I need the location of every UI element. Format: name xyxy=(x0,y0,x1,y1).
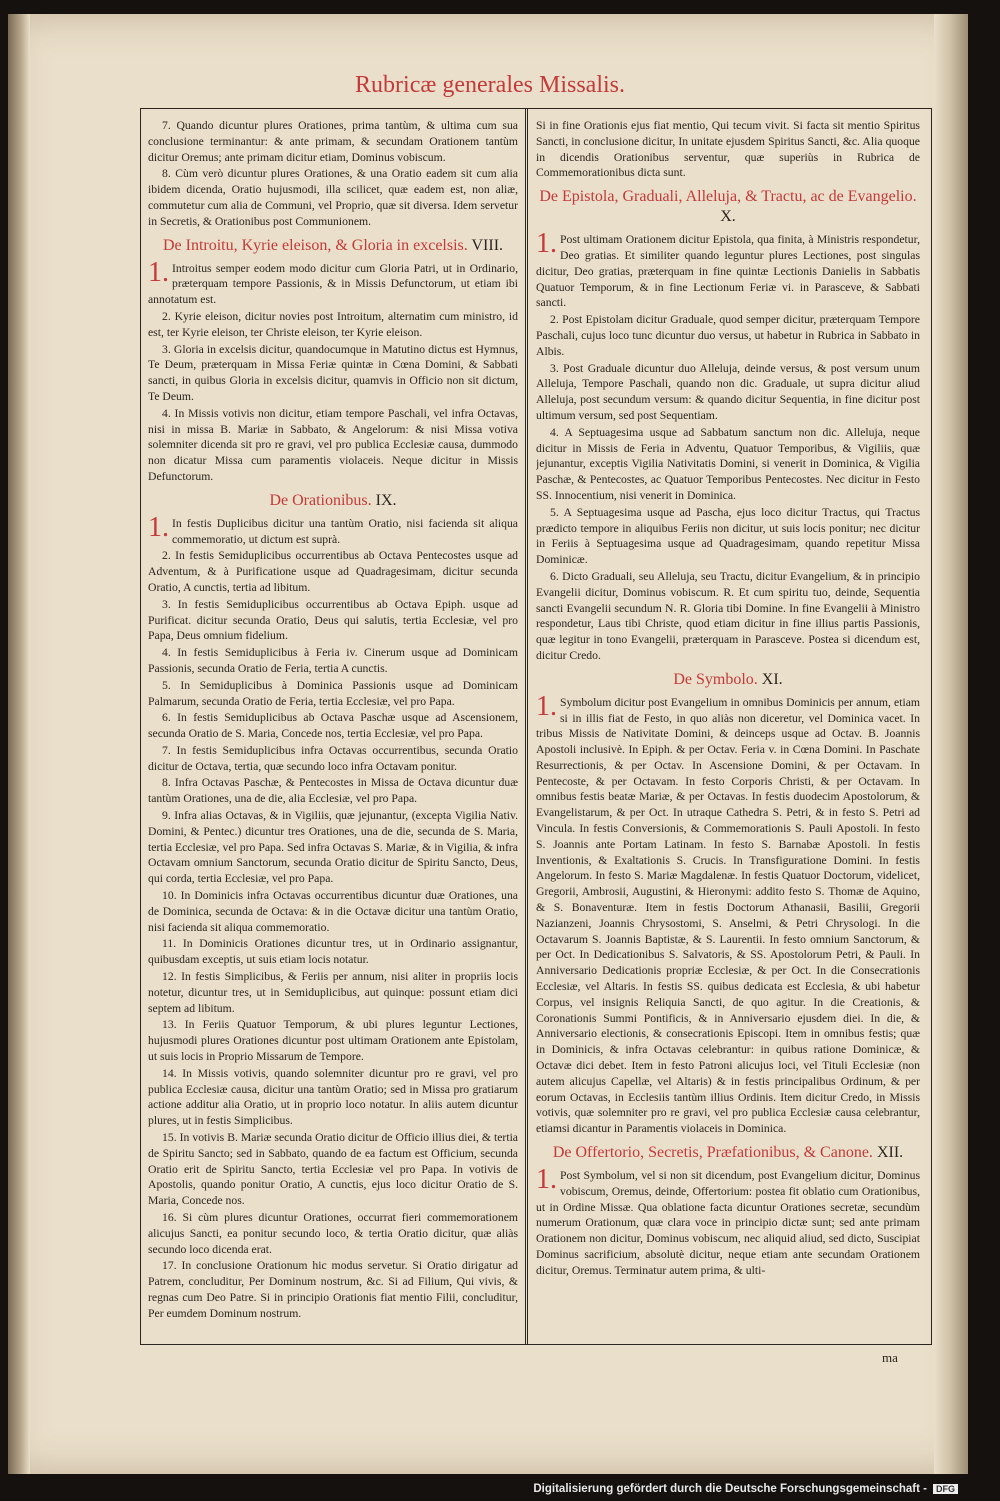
paragraph: 8. Cùm verò dicuntur plures Orationes, & una Oratio eadem sit cum alia ibidem dicenda, Oratio hujusmodi, illa scilicet, quæ eadem est, non aliæ, commutetur cum alia de Communi, vel Proprio, quæ sit diversa. Idem servetur in Secretis, & Orationibus post Communionem. xyxy=(148,167,518,228)
page-edge xyxy=(934,14,968,1474)
section-heading-text: De Offertorio, Secretis, Præfationibus, & Canone. xyxy=(552,1144,873,1162)
left-column xyxy=(148,118,518,1338)
paragraph: 6. Dicto Graduali, seu Alleluja, seu Tractu, dicitur Evangelium, & in principio Evangelii dicitur, Dominus vobiscum. R. Et cum spiritu tuo, deinde, Sequentia sancti Evangelii secundum N. R. Gloria tibi Domine. In fine Evangelii à Ministro respondetur, Laus tibi Christe, quod etiam dicitur in fine illius partis Passionis, quæ legitur in tono Evangelii, præterquam in Parasceve. Postea si dicendum est, dicitur Credo. xyxy=(536,569,920,662)
paragraph: 12. In festis Simplicibus, & Feriis per annum, nisi aliter in propriis locis notetur, dicuntur tres, ut in Semiduplicibus, aut quinque: possunt etiam dici septem ad libitum. xyxy=(148,970,518,1015)
paragraph: 4. In festis Semiduplicibus à Feria iv. Cinerum usque ad Dominicam Passionis, secunda Oratio de Feria, tertia A cunctis. xyxy=(148,646,518,675)
paragraph: 2. In festis Semiduplicibus occurrentibus ab Octava Pentecostes usque ad Adventum, & à Purificatione usque ad Quadragesimam, dicitur secunda Oratio, A cunctis, tertia ad libitum. xyxy=(148,549,518,594)
section-heading-text: De Introitu, Kyrie eleison, & Gloria in excelsis. xyxy=(162,236,468,254)
section-heading-x xyxy=(536,187,920,227)
paragraph: 1.Symbolum dicitur post Evangelium in omnibus Dominicis per annum, etiam si in illis fiat de Festo, in quo aliàs non diceretur, vel Dominica vacet. In tribus Missis de Nativitate Domini, & deinceps usque ad Octav. B. Joannis Apostoli inclusivè. In Epiph. & per Octav. Feria v. in Cœna Domini. In Paschate Resurrectionis, & per Octav. In Ascensione Domini, & per Octavam. In Pentecoste, & per Octavam. In festo Corporis Christi, & per Octavam. In omnibus festis beatæ Mariæ, & per Octavas. In festis duodecim Apostolorum, & Evangelistarum, & per Oct. In utraque Cathedra S. Petri, & in festo S. Petri ad Vincula. In festis Conversionis, & Commemorationis S. Pauli Apostoli. In festo S. Joannis ante Portam Latinam. In festo S. Barnabæ Apostoli. In festis Inventionis, & Exaltationis S. Crucis. In Transfiguratione Domini. In festis Angelorum. In festo S. Mariæ Magdalenæ. In festis Quatuor Doctorum, videlicet, Gregorii, Ambrosii, Augustini, & Hieronymi: addito festo S. Thomæ de Aquino, & S. Bonaventuræ. Item in festis Doctorum Athanasii, Basilii, Gregorii Nazianzeni, Joannis Chrysostomi, S. Anselmi, & Petri Chrysologi. In die Octavarum S. Joannis Baptistæ, & S. Laurentii. In festo omnium Sanctorum, & per Oct. In Dedicationibus S. Salvatoris, & SS. Apostolorum Petri, & Pauli. In Anniversario Dedicationis propriæ Ecclesiæ, & per Oct. In die Consecrationis Ecclesiæ, vel Altaris. In festis SS. quibus dedicata est Ecclesia, & ubi habetur Corpus, vel insignis Reliquia Sancti, de quo agitur. In die Creationis, & Coronationis Summi Pontificis, & in Anniversario ejusdem diei. In die, & Anniversario electionis, & consecrationis Episcopi. Item in omnibus festis; quæ in Dominicis, & infra Octavas celebrantur: in quibus ratione Dominicæ, & Octavæ dici debet. Item in festo Patroni alicujus loci, vel Tituli Ecclesiæ (non autem alicujus Capellæ, vel Altaris) & in festis principalibus Ordinum, & per eorum Octavas, in Ecclesiis tantùm illius Ordinis. Item dicitur Credo, in Missis votivis, quæ solemniter pro re gravi, vel pro publica Ecclesiæ causa celebrantur, etiamsi dicantur in Paramentis violaceis in Dominica. xyxy=(536,690,920,1136)
paragraph: 2. Post Epistolam dicitur Graduale, quod semper dicitur, præterquam Tempore Paschali, cujus loco tunc dicuntur duo versus, ut habetur in Rubrica in Sabbato in Albis. xyxy=(536,313,920,358)
paragraph: 4. A Septuagesima usque ad Sabbatum sanctum non dic. Alleluja, neque dicitur in Missis de Feria in Adventu, Quatuor Temporibus, & Vigiliis, quæ jejunantur, exceptis Vigilia Nativitatis Domini, si venerit in Dominica, & Vigilia Paschæ, & Pentecostes, ac Quatuor Temporibus Pentecostes. Nec dicitur in Festo SS. Innocentium, nisi venerit in Dominica. xyxy=(536,425,920,502)
paragraph: 14. In Missis votivis, quando solemniter dicuntur pro re gravi, vel pro publica Ecclesiæ causa, dicitur una tantùm Oratio; sed in Missa pro gratiarum actione additur alia Oratio, ut in proprio loco notatur. In aliis autem dicuntur plures, ut in festis Simplicibus. xyxy=(148,1066,518,1128)
column-divider xyxy=(525,108,528,1345)
paragraph: 2. Kyrie eleison, dicitur novies post Introitum, alternatim cum ministro, id est, ter Kyrie eleison, ter Christe eleison, ter Kyrie eleison. xyxy=(148,309,518,339)
paragraph: 13. In Feriis Quatuor Temporum, & ubi plures leguntur Lectiones, hujusmodi plures Orationes dicuntur post ultimam Orationem ante Epistolam, ut suis locis in Proprio Missarum de Tempore. xyxy=(148,1018,518,1064)
section-heading-xi xyxy=(536,670,920,690)
paragraph: 15. In votivis B. Mariæ secunda Oratio dicitur de Officio illius diei, & tertia de Spiritu Sancto; sed in Sabbato, quando de ea factum est Officium, secunda Oratio erit de Spiritu Sancto, tertia Ecclesiæ vel pro Papa. In votivis de Apostolis, quando ponitur Oratio, A cunctis, ejus loco dicitur Oratio de S. Maria, Concede nos. xyxy=(148,1131,518,1208)
paragraph: 3. Post Graduale dicuntur duo Alleluja, deinde versus, & post versum unum Alleluja, Tempore Paschali, quando non dic. Graduale, ut supra dicitur aliud Alleluja, post secundum versum: & quando dicitur Sequentia, in fine dicitur post ultimum versum, sed post Sequentiam. xyxy=(536,361,920,422)
paragraph: 8. Infra Octavas Paschæ, & Pentecostes in Missa de Octava dicuntur duæ tantùm Orationes, una de die, alia Ecclesiæ, vel pro Papa. xyxy=(148,776,518,806)
paragraph: Si in fine Orationis ejus fiat mentio, Qui tecum vivit. Si facta sit mentio Spiritus Sancti, in conclusione dicitur, In unitate ejusdem Spiritus Sancti, &c. Alia quoque in dicendis Orationibus serventur, quæ superiùs in Rubrica de Commemorationibus dicta sunt. xyxy=(536,119,920,180)
paragraph: 3. Gloria in excelsis dicitur, quandocumque in Matutino dictus est Hymnus, Te Deum, præterquam in Missa Feriæ quintæ in Cœna Domini, & Sabbati sancti, in quibus Gloria in excelsis dicitur, quamvis in Officio non sit dictum, Te Deum. xyxy=(148,342,518,403)
paragraph: 5. In Semiduplicibus à Dominica Passionis usque ad Dominicam Palmarum, secunda Oratio de Feria, tertia Ecclesiæ, vel pro Papa. xyxy=(148,678,518,708)
paragraph: 4. In Missis votivis non dicitur, etiam tempore Paschali, vel infra Octavas, nisi in missa B. Mariæ in Sabbato, & Angelorum: & nisi Missa votiva solemniter dicenda sit pro re gravi, vel pro publica Ecclesiæ causa, dummodo non dicatur Missa cum paramentis violaceis. Neque dicitur in Missis Defunctorum. xyxy=(148,406,518,483)
section-number: X. xyxy=(720,208,736,226)
section-number: XII. xyxy=(876,1144,904,1162)
paragraph: 17. In conclusione Orationum hic modus servetur. Si Oratio dirigatur ad Patrem, concluditur, Per Dominum nostrum, &c. Si ad Filium, Qui vivis, & regnas cum Deo Patre. Si in principio Orationis fiat mentio Filii, concluditur, Per eumdem Dominum nostrum. xyxy=(148,1259,518,1320)
paragraph: 1.Post ultimam Orationem dicitur Epistola, qua finita, à Ministris respondetur, Deo gratias. Et similiter quando leguntur plures Lectiones, post singulas dicitur, Deo gratias, præterquam in fine quintæ Lectionis Danielis in Sabbatis Quatuor Temporum, & in fine Lectionum Feriæ vi. in Parasceve, & Sabbati sancti. xyxy=(536,228,920,310)
paragraph: 1.In festis Duplicibus dicitur una tantùm Oratio, nisi facienda sit aliqua commemoratio, ut dictum est suprà. xyxy=(148,511,518,546)
paragraph: 6. In festis Semiduplicibus ab Octava Paschæ usque ad Ascensionem, secunda Oratio de S. Maria, Concede nos, tertia Ecclesiæ, vel pro Papa. xyxy=(148,711,518,741)
section-heading-ix xyxy=(148,491,518,511)
catchword: ma xyxy=(882,1350,898,1365)
section-number: XI. xyxy=(761,670,783,688)
section-heading-viii xyxy=(148,236,518,256)
paragraph: 9. Infra alias Octavas, & in Vigiliis, quæ jejunantur, (excepta Vigilia Nativ. Domini, & Pentec.) dicuntur tres Orationes, una de die, secunda de S. Maria, tertia Ecclesiæ, vel pro Papa. Sed infra Octavas S. Mariæ, & in Vigilia, & infra Octavam omnium Sanctorum, secunda Oratio dicitur de Spiritu Sancto, Deus, qui corda, tertia Ecclesiæ, vel pro Papa. xyxy=(148,809,518,886)
paragraph: 3. In festis Semiduplicibus occurrentibus ab Octava Epiph. usque ad Purificat. dicitur secunda Oratio, Deus qui salutis, tertia Ecclesiæ, vel pro Papa, Deus omnium fidelium. xyxy=(148,597,518,643)
page-title: Rubricæ generales Missalis. xyxy=(355,72,625,98)
paragraph: 1.Introitus semper eodem modo dicitur cum Gloria Patri, ut in Ordinario, præterquam tempore Passionis, & in Missis Defunctorum, ut etiam ibi annotatum est. xyxy=(148,256,518,307)
section-heading-text: De Orationibus. xyxy=(269,491,372,509)
paragraph: 7. In festis Semiduplicibus infra Octavas occurrentibus, secunda Oratio dicitur de Octava, tertia, quæ secundo loco infra Octavam ponitur. xyxy=(148,743,518,773)
section-heading-xii xyxy=(536,1143,920,1163)
paragraph: 11. In Dominicis Orationes dicuntur tres, ut in Ordinario assignantur, quibusdam exceptis, ut suis etiam locis notatur. xyxy=(148,937,518,967)
section-heading-text: De Symbolo. xyxy=(673,670,758,688)
dfg-logo: DFG xyxy=(933,1484,958,1494)
footer-text: Digitalisierung gefördert durch die Deutsche Forschungsgemeinschaft - xyxy=(533,1483,927,1495)
book-spine xyxy=(8,14,30,1474)
paragraph: 1.Post Symbolum, vel si non sit dicendum, post Evangelium dicitur, Dominus vobiscum, Oremus, deinde, Offertorium: postea fit oblatio cum Orationibus, ut in Ordine Missæ. Qua oblatione facta dicuntur Orationes secretæ, secundùm numerum Orationum, quæ clara voce in principio dictæ sunt; sed ante primam Orationem non dicitur, Dominus vobiscum, nec aliquid aliud, sed dicto, Suscipiat Dominus sacrificium, absolutè dicitur, neque etiam ante secundam Orationem dicitur, Oremus. Terminatur autem prima, & ulti- xyxy=(536,1164,920,1277)
paragraph: 16. Si cùm plures dicuntur Orationes, occurrat fieri commemorationem alicujus Sancti, ea ponitur secundo loco, & tertia Oratio dicitur, quæ aliàs secundo loco dicenda erat. xyxy=(148,1211,518,1256)
digitization-footer xyxy=(533,1483,958,1495)
right-column xyxy=(536,118,920,1338)
paragraph: 7. Quando dicuntur plures Orationes, prima tantùm, & ultima cum sua conclusione terminantur: & ante primam, & secundam Orationem tantùm dicitur Oremus; ante primam dicitur etiam, Dominus vobiscum. xyxy=(148,119,518,164)
section-number: VIII. xyxy=(471,236,504,254)
section-heading-text: De Epistola, Graduali, Alleluja, & Tractu, ac de Evangelio. xyxy=(539,188,917,206)
paragraph: 5. A Septuagesima usque ad Pascha, ejus loco dicitur Tractus, qui Tractus prædicto tempore in aliquibus Feriis non dicitur, ut suis locis ponitur; nec dicitur in Feriis à Septuagesima usque ad Quadragesimam, quando repetitur Missa Dominicæ. xyxy=(536,505,920,567)
paragraph: 10. In Dominicis infra Octavas occurrentibus dicuntur duæ Orationes, una de Dominica, secunda de Octava: & in die Octavæ dicitur una tantùm Oratio, nisi facienda sit aliqua commemoratio. xyxy=(148,889,518,934)
section-number: IX. xyxy=(375,491,397,509)
